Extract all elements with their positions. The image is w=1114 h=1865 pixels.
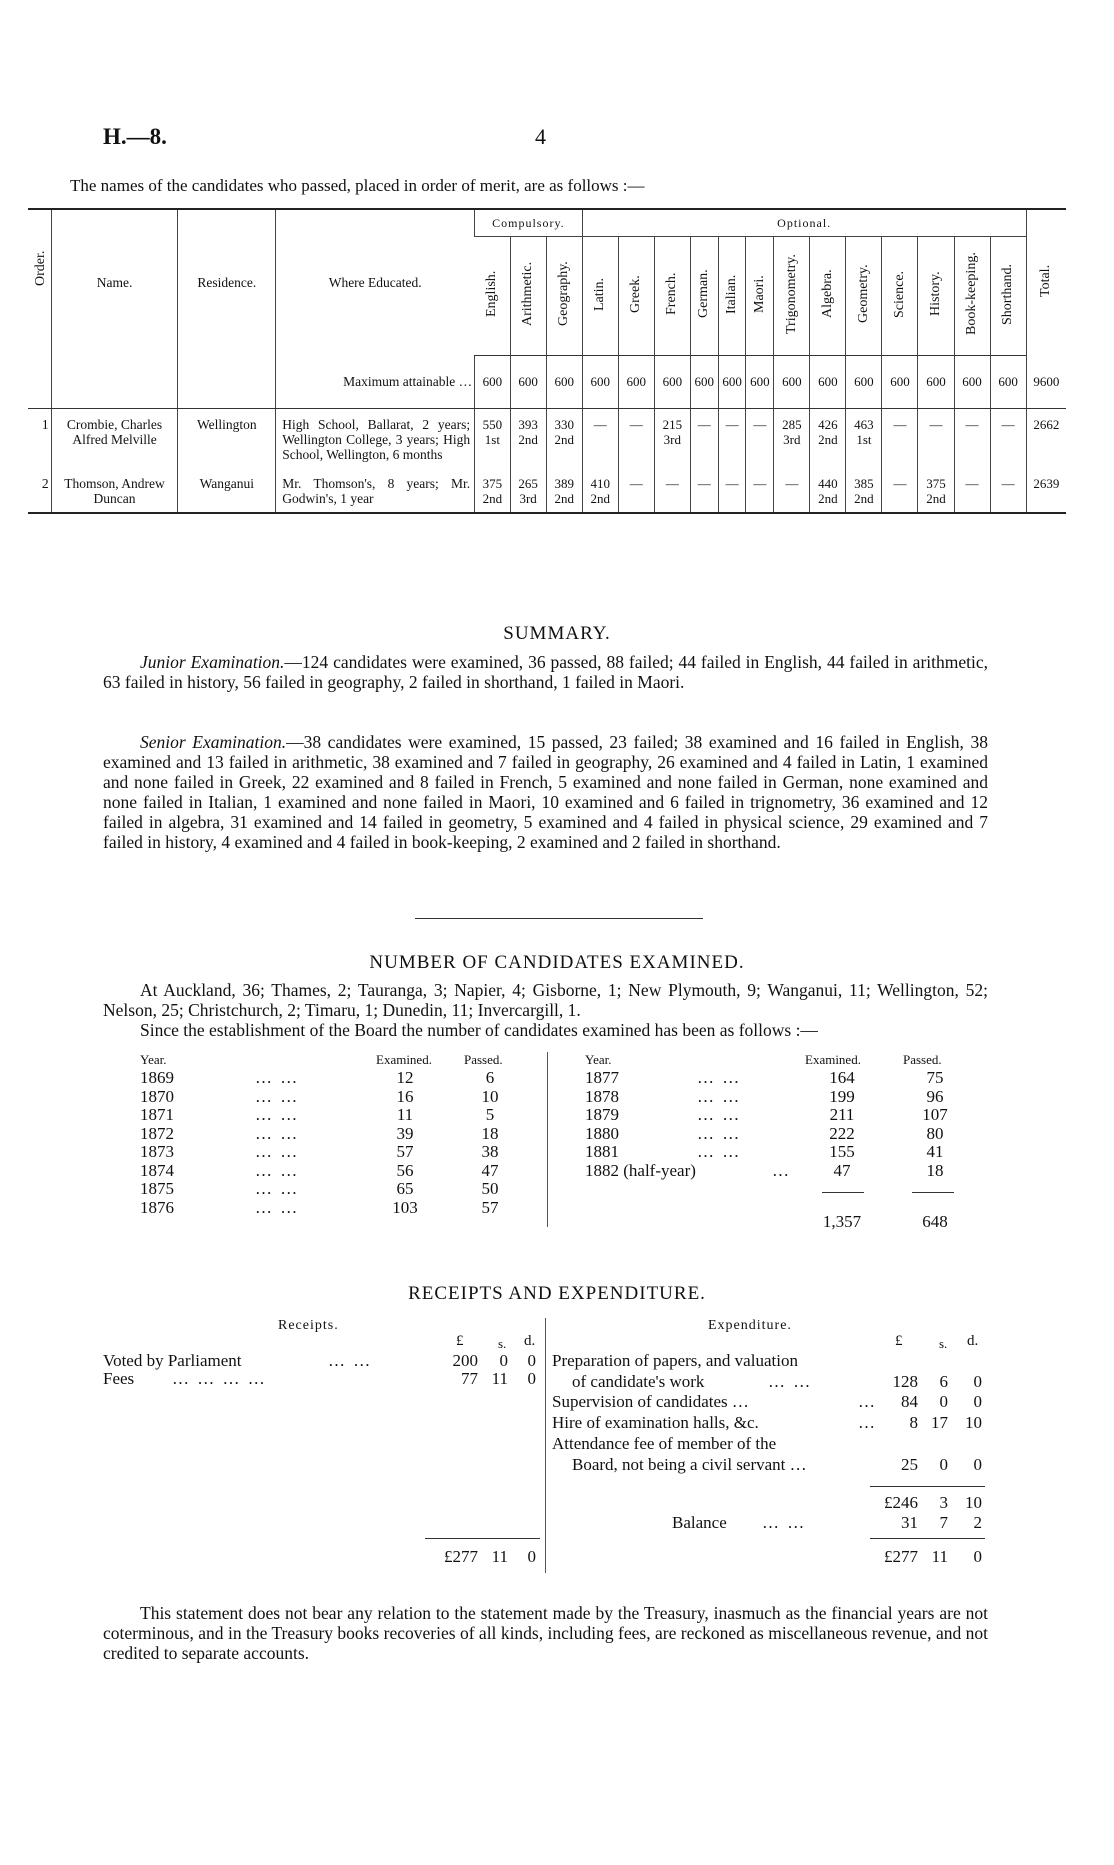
col-subject-science: Science. <box>891 270 907 318</box>
expenditure-item: Preparation of papers, and valuation <box>552 1351 798 1370</box>
examined-right: 155 <box>829 1142 855 1161</box>
col-name: Name. <box>51 209 178 356</box>
mark-value: — <box>1001 417 1015 432</box>
mark-value: — <box>753 417 767 432</box>
max-value: 600 <box>654 356 690 409</box>
expenditure-pounds: 84 <box>901 1392 918 1411</box>
expenditure-item-cont: of candidate's work <box>572 1372 705 1391</box>
leader-dots: … … <box>255 1179 300 1198</box>
col-order: Order. <box>32 250 48 287</box>
col-where-educated: Where Educated. <box>276 209 475 356</box>
mark-cell <box>582 468 618 513</box>
mark-value: — <box>629 476 643 491</box>
mark-value: — <box>893 476 907 491</box>
expenditure-label: Expenditure. <box>708 1318 792 1333</box>
leader-dots: … … <box>697 1123 742 1143</box>
col-subject-greek: Greek. <box>628 275 644 313</box>
expenditure-pence: 0 <box>973 1372 982 1391</box>
mark-value: 215 <box>662 417 683 432</box>
table-row <box>28 409 1066 469</box>
expenditure-item: Hire of examination halls, &c. <box>552 1413 759 1432</box>
mark-cell <box>654 468 690 513</box>
expenditure-total-pounds: £277 <box>884 1547 918 1566</box>
total-rule <box>912 1192 954 1193</box>
leader-dots: … … <box>768 1372 813 1391</box>
places-text: At Auckland, 36; Thames, 2; Tauranga, 3; Napier, 4; Gisborne, 1; New Plymouth, 9; Wanganui, 11; Wellington, 52; Nelson, 25; Christchurch, 2; Timaru, 1; Dunedin, 11; Invercargill, 1. <box>103 980 988 1020</box>
accounts-title: RECEIPTS AND EXPENDITURE. <box>408 1283 706 1304</box>
mark-place: 1st <box>856 432 872 447</box>
year-left: 1872 <box>140 1123 174 1143</box>
mark-cell <box>774 468 810 513</box>
expenditure-total-pence: 0 <box>973 1547 982 1566</box>
mark-cell <box>810 409 846 469</box>
examined-left: 16 <box>396 1086 414 1106</box>
year-right: 1882 (half-year) <box>585 1160 696 1180</box>
max-value: 600 <box>882 356 918 409</box>
mark-cell <box>954 468 990 513</box>
max-value: 600 <box>746 356 774 409</box>
candidate-order: 1 <box>41 417 49 432</box>
mark-place: 2nd <box>554 491 574 506</box>
year-left: 1870 <box>140 1086 174 1106</box>
receipt-shillings: 0 <box>499 1351 508 1370</box>
mark-value: — <box>965 476 979 491</box>
junior-text: —124 candidates were examined, 36 passed, 88 failed; 44 failed in English, 44 failed in arithmetic, 63 failed in history, 56 failed in geography, 2 failed in shorthand, 1 failed in Maori. <box>103 652 989 692</box>
mark-cell <box>618 468 654 513</box>
subtotal-pence: 10 <box>965 1493 982 1512</box>
mark-value: — <box>725 417 739 432</box>
leader-dots: … … <box>255 1197 300 1217</box>
leader-dots: … <box>858 1413 877 1432</box>
shilling-header: s. <box>498 1336 507 1351</box>
mark-cell <box>882 468 918 513</box>
mark-value: — <box>965 417 979 432</box>
mark-cell <box>510 468 546 513</box>
receipts-total-shillings: 11 <box>491 1547 508 1566</box>
mark-place: 2nd <box>590 491 610 506</box>
footer-note <box>103 1603 988 1663</box>
receipt-pence: 0 <box>527 1369 536 1388</box>
max-value: 600 <box>546 356 582 409</box>
examined-right: 47 <box>833 1160 851 1180</box>
footer-text: This statement does not bear any relation to the statement made by the Treasury, inasmuch as the financial years are not coterminous, and in the Treasury books recoveries of all kinds, including fees, are reckoned as miscellaneous revenue, and not credited to separate accounts. <box>103 1603 988 1663</box>
col-passed-right: Passed. <box>903 1052 942 1067</box>
col-total: Total. <box>1038 264 1054 297</box>
mark-value: 463 <box>854 417 874 432</box>
mark-cell <box>546 468 582 513</box>
candidate-where-educated: High School, Ballarat, 2 years; Wellington College, 3 years; High School, Wellington, 6 months <box>276 409 475 469</box>
leader-dots: … … <box>255 1160 300 1180</box>
examined-left: 56 <box>396 1160 414 1180</box>
leader-dots: … … <box>697 1068 742 1087</box>
examined-right: 199 <box>829 1086 855 1106</box>
receipts-label: Receipts. <box>278 1318 339 1333</box>
passed-right: 80 <box>926 1123 944 1143</box>
leader-dots: … … <box>762 1513 807 1532</box>
leader-dots: … … <box>255 1105 300 1124</box>
mark-place: 2nd <box>518 432 538 447</box>
examined-left: 65 <box>396 1179 414 1198</box>
mark-cell <box>746 468 774 513</box>
total-passed: 648 <box>922 1212 948 1231</box>
total-rule <box>425 1538 540 1539</box>
document-code: H.—8. <box>103 124 167 149</box>
mark-cell <box>475 468 511 513</box>
expenditure-shillings: 6 <box>939 1372 948 1391</box>
senior-text: —38 candidates were examined, 15 passed, 23 failed; 38 examined and 16 failed in English, 38 examined and 13 failed in arithmetic, 38 examined and 7 failed in geography, 26 examined and 4 failed in Latin, 1 examined and none failed in Greek, 22 examined and 8 failed in French, 5 examined and none failed in German, none examined and none failed in Italian, 1 examined and none failed in Maori, 10 examined and 6 failed in trignometry, 36 examined and 12 failed in algebra, 31 examined and 14 failed in geometry, 5 examined and 4 failed in physical science, 29 examined and 7 failed in history, 4 examined and 4 failed in book-keeping, 2 examined and 2 failed in shorthand. <box>103 732 989 852</box>
mark-cell <box>990 468 1026 513</box>
examined-title: NUMBER OF CANDIDATES EXAMINED. <box>369 952 745 973</box>
passed-left: 47 <box>481 1160 499 1180</box>
pence-header: d. <box>967 1333 979 1349</box>
passed-right: 96 <box>926 1086 944 1106</box>
col-year-left: Year. <box>140 1052 167 1067</box>
balance-label: Balance <box>672 1513 727 1532</box>
expenditure-item: Supervision of candidates … <box>552 1392 749 1411</box>
candidate-total: 2639 <box>1026 468 1066 513</box>
summary-senior <box>103 732 988 852</box>
summary-title: SUMMARY. <box>503 623 611 644</box>
candidate-residence: Wanganui <box>178 468 276 513</box>
col-subject-shorthand: Shorthand. <box>1000 263 1016 325</box>
max-value: 600 <box>990 356 1026 409</box>
year-right: 1877 <box>585 1068 619 1087</box>
max-value: 600 <box>690 356 718 409</box>
intro-text: The names of the candidates who passed, placed in order of merit, are as follows :— <box>70 176 645 195</box>
examined-right: 222 <box>829 1123 855 1143</box>
mark-value: 393 <box>518 417 538 432</box>
receipt-pounds: 200 <box>452 1351 478 1370</box>
passed-right: 18 <box>926 1160 944 1180</box>
col-examined-right: Examined. <box>805 1052 861 1067</box>
col-subject-latin: Latin. <box>592 277 608 311</box>
leader-dots: … … <box>255 1086 300 1106</box>
mark-cell <box>918 409 954 469</box>
col-examined-left: Examined. <box>376 1052 432 1067</box>
mark-value: 410 <box>590 476 610 491</box>
mark-value: — <box>593 417 607 432</box>
passed-left: 18 <box>481 1123 499 1143</box>
col-year-right: Year. <box>585 1052 612 1067</box>
year-right: 1879 <box>585 1105 619 1124</box>
examined-places <box>103 980 988 1020</box>
mark-place: 2nd <box>854 491 874 506</box>
receipt-pounds: 77 <box>461 1369 478 1388</box>
max-label: Maximum attainable … <box>276 356 475 409</box>
max-value: 600 <box>954 356 990 409</box>
mark-value: — <box>725 476 739 491</box>
col-subject-maori: Maori. <box>751 275 767 313</box>
candidate-name: Crombie, Charles Alfred Melville <box>51 409 178 469</box>
senior-label: Senior Examination. <box>140 732 287 752</box>
mark-place: 1st <box>484 432 500 447</box>
mark-cell <box>846 468 882 513</box>
examined-left: 12 <box>396 1068 414 1087</box>
pence-header: d. <box>524 1333 536 1349</box>
expenditure-pounds: 25 <box>901 1455 918 1474</box>
total-examined: 1,357 <box>822 1212 862 1231</box>
candidate-name: Thomson, Andrew Duncan <box>51 468 178 513</box>
expenditure-pence: 0 <box>973 1455 982 1474</box>
page-number: 4 <box>535 124 546 149</box>
max-value: 600 <box>918 356 954 409</box>
leader-dots: … … … … <box>172 1369 267 1388</box>
mark-cell <box>774 409 810 469</box>
mark-value: 375 <box>926 476 946 491</box>
year-right: 1880 <box>585 1123 619 1143</box>
year-left: 1875 <box>140 1179 174 1198</box>
candidate-total: 2662 <box>1026 409 1066 469</box>
year-left: 1869 <box>140 1068 174 1087</box>
candidate-where-educated: Mr. Thomson's, 8 years; Mr. Godwin's, 1 year <box>276 468 475 513</box>
expenditure-shillings: 17 <box>931 1413 948 1432</box>
receipt-item: Voted by Parliament <box>103 1351 242 1370</box>
col-residence: Residence. <box>178 209 276 356</box>
max-total: 9600 <box>1026 356 1066 409</box>
candidates-table <box>28 208 1066 514</box>
mark-value: — <box>665 476 679 491</box>
mark-value: 550 <box>482 417 503 432</box>
expenditure-pounds: 128 <box>892 1372 918 1391</box>
column-divider <box>545 1318 546 1573</box>
mark-cell <box>690 409 718 469</box>
col-subject-german: German. <box>696 269 712 319</box>
examined-since: Since the establishment of the Board the number of candidates examined has been as follows :— <box>140 1020 818 1040</box>
passed-right: 107 <box>922 1105 948 1124</box>
expenditure-pence: 0 <box>973 1392 982 1411</box>
leader-dots: … … <box>255 1068 300 1087</box>
leader-dots: … <box>772 1160 791 1180</box>
col-passed-left: Passed. <box>464 1052 503 1067</box>
mark-value: — <box>697 417 711 432</box>
mark-value: — <box>929 417 943 432</box>
col-subject-algebra: Algebra. <box>819 269 835 319</box>
examined-left: 11 <box>396 1105 414 1124</box>
subtotal-shillings: 3 <box>939 1493 948 1512</box>
subtotal-pounds: £246 <box>884 1493 918 1512</box>
mark-place: 3rd <box>519 491 537 506</box>
leader-dots: … … <box>697 1142 742 1161</box>
mark-cell <box>810 468 846 513</box>
max-value: 600 <box>510 356 546 409</box>
receipts-total-pounds: £277 <box>444 1547 478 1566</box>
mark-cell <box>718 468 746 513</box>
leader-dots: … … <box>697 1105 742 1124</box>
candidate-order: 2 <box>28 468 51 513</box>
leader-dots: … … <box>255 1123 300 1143</box>
max-value: 600 <box>810 356 846 409</box>
col-subject-history: History. <box>928 271 943 317</box>
mark-value: 285 <box>782 417 802 432</box>
mark-cell <box>990 409 1026 469</box>
mark-cell <box>882 409 918 469</box>
passed-right: 41 <box>926 1142 944 1161</box>
examined-left: 57 <box>396 1142 414 1161</box>
receipt-pence: 0 <box>527 1351 536 1370</box>
mark-place: 2nd <box>818 432 838 447</box>
mark-cell <box>918 468 954 513</box>
candidate-residence: Wellington <box>178 409 276 469</box>
mark-value: 265 <box>518 476 538 491</box>
year-right: 1881 <box>585 1142 619 1161</box>
mark-value: — <box>629 417 643 432</box>
expenditure-item-cont: Board, not being a civil servant … <box>572 1455 807 1474</box>
mark-value: 385 <box>854 476 874 491</box>
junior-label: Junior Examination. <box>140 652 285 672</box>
mark-cell <box>846 409 882 469</box>
balance-shillings: 7 <box>939 1513 948 1532</box>
mark-value: — <box>1001 476 1015 491</box>
mark-cell <box>746 409 774 469</box>
leader-dots: … … <box>255 1142 300 1161</box>
col-subject-geometry: Geometry. <box>855 264 871 324</box>
mark-cell <box>475 409 511 469</box>
max-value: 600 <box>618 356 654 409</box>
year-left: 1876 <box>140 1197 174 1217</box>
mark-cell <box>718 409 746 469</box>
year-left: 1871 <box>140 1105 174 1124</box>
mark-cell <box>582 409 618 469</box>
col-subject-french: French. <box>664 272 680 316</box>
mark-value: — <box>893 417 907 432</box>
mark-place: 3rd <box>783 432 801 447</box>
expenditure-shillings: 0 <box>939 1455 948 1474</box>
passed-left: 38 <box>481 1142 499 1161</box>
col-subject-italian: Italian. <box>724 274 740 314</box>
mark-value: 440 <box>818 476 838 491</box>
year-left: 1874 <box>140 1160 174 1180</box>
passed-left: 6 <box>485 1068 495 1087</box>
max-value: 600 <box>475 356 511 409</box>
expenditure-pence: 10 <box>965 1413 982 1432</box>
mark-cell <box>954 409 990 469</box>
mark-cell <box>618 409 654 469</box>
mark-value: 375 <box>482 476 503 491</box>
mark-value: 330 <box>554 417 574 432</box>
mark-place: 2nd <box>554 432 574 447</box>
subtotal-rule <box>870 1486 985 1487</box>
balance-pounds: 31 <box>901 1513 918 1532</box>
receipts-total-pence: 0 <box>527 1547 536 1566</box>
mark-value: — <box>697 476 711 491</box>
mark-cell <box>690 468 718 513</box>
passed-left: 5 <box>485 1105 495 1124</box>
max-value: 600 <box>846 356 882 409</box>
year-left: 1873 <box>140 1142 174 1161</box>
leader-dots: … … <box>328 1351 373 1370</box>
group-optional: Optional. <box>582 209 1026 237</box>
mark-value: 389 <box>554 476 574 491</box>
expenditure-item: Attendance fee of member of the <box>552 1434 777 1453</box>
mark-cell <box>546 409 582 469</box>
mark-place: 2nd <box>926 491 946 506</box>
summary-junior <box>103 652 988 692</box>
receipt-shillings: 11 <box>491 1369 508 1388</box>
divider <box>415 918 703 919</box>
expenditure-pounds: 8 <box>909 1413 918 1432</box>
pound-header: £ <box>895 1333 903 1349</box>
passed-right: 75 <box>926 1068 944 1087</box>
col-subject-bookkeeping: Book-keeping. <box>964 252 980 336</box>
col-subject-geography: Geography. <box>556 261 572 327</box>
leader-dots: … … <box>697 1086 742 1106</box>
total-rule <box>870 1538 985 1539</box>
col-subject-trigonometry: Trigonometry. <box>783 254 799 334</box>
mark-place: 2nd <box>818 491 838 506</box>
balance-pence: 2 <box>973 1513 982 1532</box>
passed-left: 57 <box>481 1197 499 1217</box>
shilling-header: s. <box>939 1336 948 1351</box>
col-subject-arithmetic: Arithmetic. <box>520 261 536 327</box>
examined-right: 164 <box>829 1068 855 1087</box>
total-rule <box>822 1192 864 1193</box>
passed-left: 50 <box>481 1179 499 1198</box>
mark-value: — <box>753 476 767 491</box>
col-subject-english: English. <box>484 270 500 318</box>
table-row <box>28 468 1066 513</box>
mark-value: 426 <box>818 417 838 432</box>
column-divider <box>547 1052 548 1227</box>
max-value: 600 <box>774 356 810 409</box>
year-right: 1878 <box>585 1086 619 1106</box>
mark-place: 3rd <box>663 432 681 447</box>
examined-left: 39 <box>396 1123 414 1143</box>
max-value: 600 <box>582 356 618 409</box>
max-value: 600 <box>718 356 746 409</box>
examined-left: 103 <box>392 1197 418 1217</box>
mark-cell <box>510 409 546 469</box>
passed-left: 10 <box>481 1086 499 1106</box>
mark-cell <box>654 409 690 469</box>
receipt-item: Fees <box>103 1369 135 1388</box>
mark-place: 2nd <box>482 491 503 506</box>
pound-header: £ <box>456 1333 464 1349</box>
examined-right: 211 <box>829 1105 855 1124</box>
expenditure-shillings: 0 <box>939 1392 948 1411</box>
mark-value: — <box>785 476 799 491</box>
expenditure-total-shillings: 11 <box>931 1547 948 1566</box>
group-compulsory: Compulsory. <box>475 209 583 237</box>
leader-dots: … <box>858 1392 877 1411</box>
